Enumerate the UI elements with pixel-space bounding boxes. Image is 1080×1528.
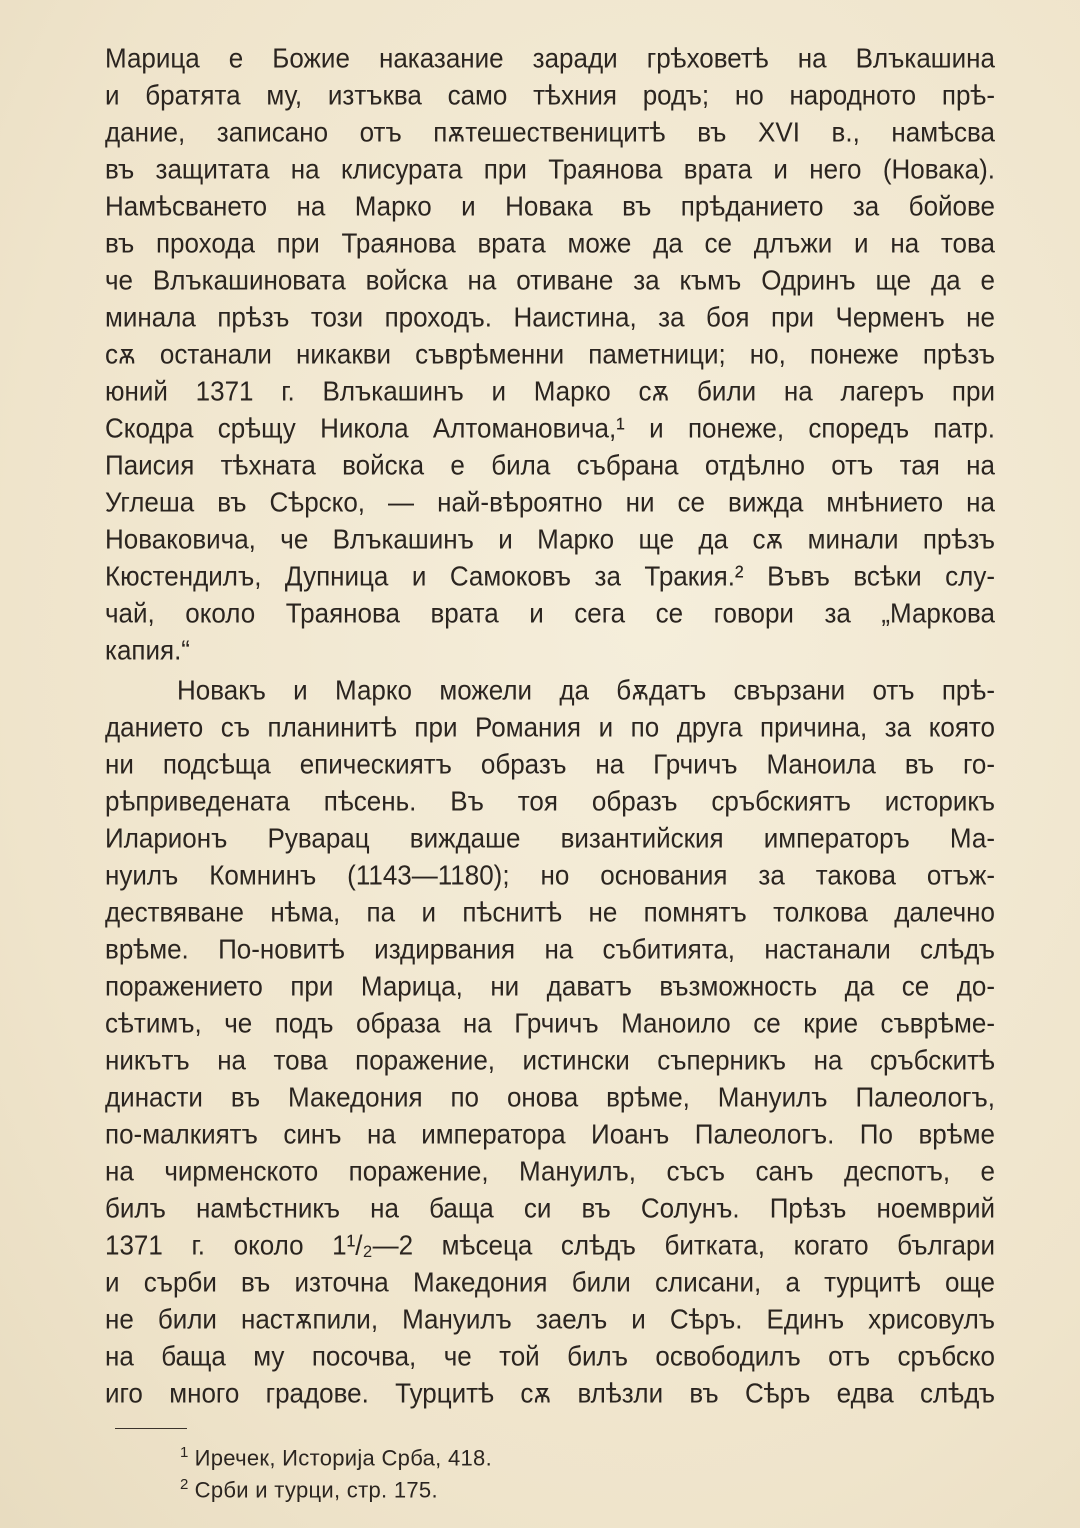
text-line: Скодра срѣщу Никола Алтомановича,¹ и понеже, споредъ патр. <box>105 411 995 445</box>
text-line: дание, записано отъ пѫтешественицитѣ въ XVI в., намѣсва <box>105 115 995 149</box>
footnote-mark: 2 <box>180 1476 189 1493</box>
text-line: 1371 г. около 1¹/₂—2 мѣсеца слѣдъ битката, когато българи <box>105 1228 995 1262</box>
text-line: Углеша въ Сѣрско, — най-вѣроятно ни се вижда мнѣнието на <box>105 485 995 519</box>
text-line: капия.“ <box>105 633 190 667</box>
text-line: Намѣсването на Марко и Новака въ прѣданието за бойове <box>105 189 995 223</box>
text-line: сѣтимъ, че подъ образа на Грчичъ Маноило се крие съврѣме- <box>105 1006 995 1040</box>
text-line: на чирменското поражение, Мануилъ, съсъ санъ деспотъ, е <box>105 1154 995 1188</box>
text-line: врѣме. По-новитѣ издирвания на събитията, настанали слѣдъ <box>105 932 995 966</box>
text-line: Кюстендилъ, Дупница и Самоковъ за Тракия.² Въвъ всѣки слу- <box>105 559 995 593</box>
text-line: билъ намѣстникъ на баща си въ Солунъ. Прѣзъ ноемврий <box>105 1191 995 1225</box>
text-line: въ защитата на клисурата при Траянова врата и него (Новака). <box>105 152 995 186</box>
document-body <box>105 40 995 1412</box>
text-line: дествяване нѣма, па и пѣснитѣ не помнятъ толкова далечно <box>105 895 995 929</box>
text-line: Марица е Божие наказание заради грѣховетѣ на Влъкашина <box>105 41 995 75</box>
text-line: на баща му посочва, че той билъ освободилъ отъ сръбско <box>105 1339 995 1373</box>
paragraph-2 <box>105 672 995 1412</box>
text-line: никътъ на това поражение, истински съперникъ на сръбскитѣ <box>105 1043 995 1077</box>
footnote-text: Срби и турци, стр. 175. <box>194 1477 438 1503</box>
text-line: въ прохода при Траянова врата може да се длъжи и на това <box>105 226 995 260</box>
text-line: Иларионъ Руварац виждаше византийския императоръ Ма- <box>105 821 995 855</box>
text-line: рѣприведената пѣсень. Въ тоя образъ сръбскиятъ историкъ <box>105 784 995 818</box>
text-line: иго много градове. Турцитѣ сѫ влѣзли въ Сѣръ едва слѣдъ <box>105 1376 995 1410</box>
text-line: династи въ Македония по онова врѣме, Мануилъ Палеологъ, <box>105 1080 995 1114</box>
text-line: чай, около Траянова врата и сега се говори за „Маркова <box>105 596 995 630</box>
text-line: Паисия тѣхната войска е била събрана отдѣлно отъ тая на <box>105 448 995 482</box>
footnote-divider <box>115 1428 187 1429</box>
footnote-2 <box>180 1469 492 1501</box>
text-line: и братята му, изтъква само тѣхния родъ; но народното прѣ- <box>105 78 995 112</box>
text-line: минала прѣзъ този проходъ. Наистина, за боя при Черменъ не <box>105 300 995 334</box>
paragraph-1 <box>105 40 995 669</box>
text-line: ни подсѣща епическиятъ образъ на Грчичъ Маноила въ го- <box>105 747 995 781</box>
text-line: Новаковича, че Влъкашинъ и Марко ще да сѫ минали прѣзъ <box>105 522 995 556</box>
text-line: Новакъ и Марко можели да бѫдатъ свързани отъ прѣ- <box>177 673 995 707</box>
text-line: поражението при Марица, ни даватъ възможность да се до- <box>105 969 995 1003</box>
footnotes <box>180 1437 492 1501</box>
text-line: сѫ останали никакви съврѣменни паметници; но, понеже прѣзъ <box>105 337 995 371</box>
text-line: че Влъкашиновата войска на отиване за къмъ Одринъ ще да е <box>105 263 995 297</box>
footnote-1 <box>180 1437 492 1469</box>
footnote-text: Иречек, Историја Срба, 418. <box>194 1445 492 1471</box>
text-line: не били настѫпили, Мануилъ заелъ и Сѣръ. Единъ хрисовулъ <box>105 1302 995 1336</box>
text-line: по-малкиятъ синъ на императора Иоанъ Палеологъ. По врѣме <box>105 1117 995 1151</box>
text-line: данието съ планинитѣ при Романия и по друга причина, за която <box>105 710 995 744</box>
text-line: нуилъ Комнинъ (1143—1180); но основания за такова отъж- <box>105 858 995 892</box>
text-line: юний 1371 г. Влъкашинъ и Марко сѫ били на лагеръ при <box>105 374 995 408</box>
text-line: и сърби въ източна Македония били слисани, а турцитѣ още <box>105 1265 995 1299</box>
footnote-mark: 1 <box>180 1444 189 1461</box>
